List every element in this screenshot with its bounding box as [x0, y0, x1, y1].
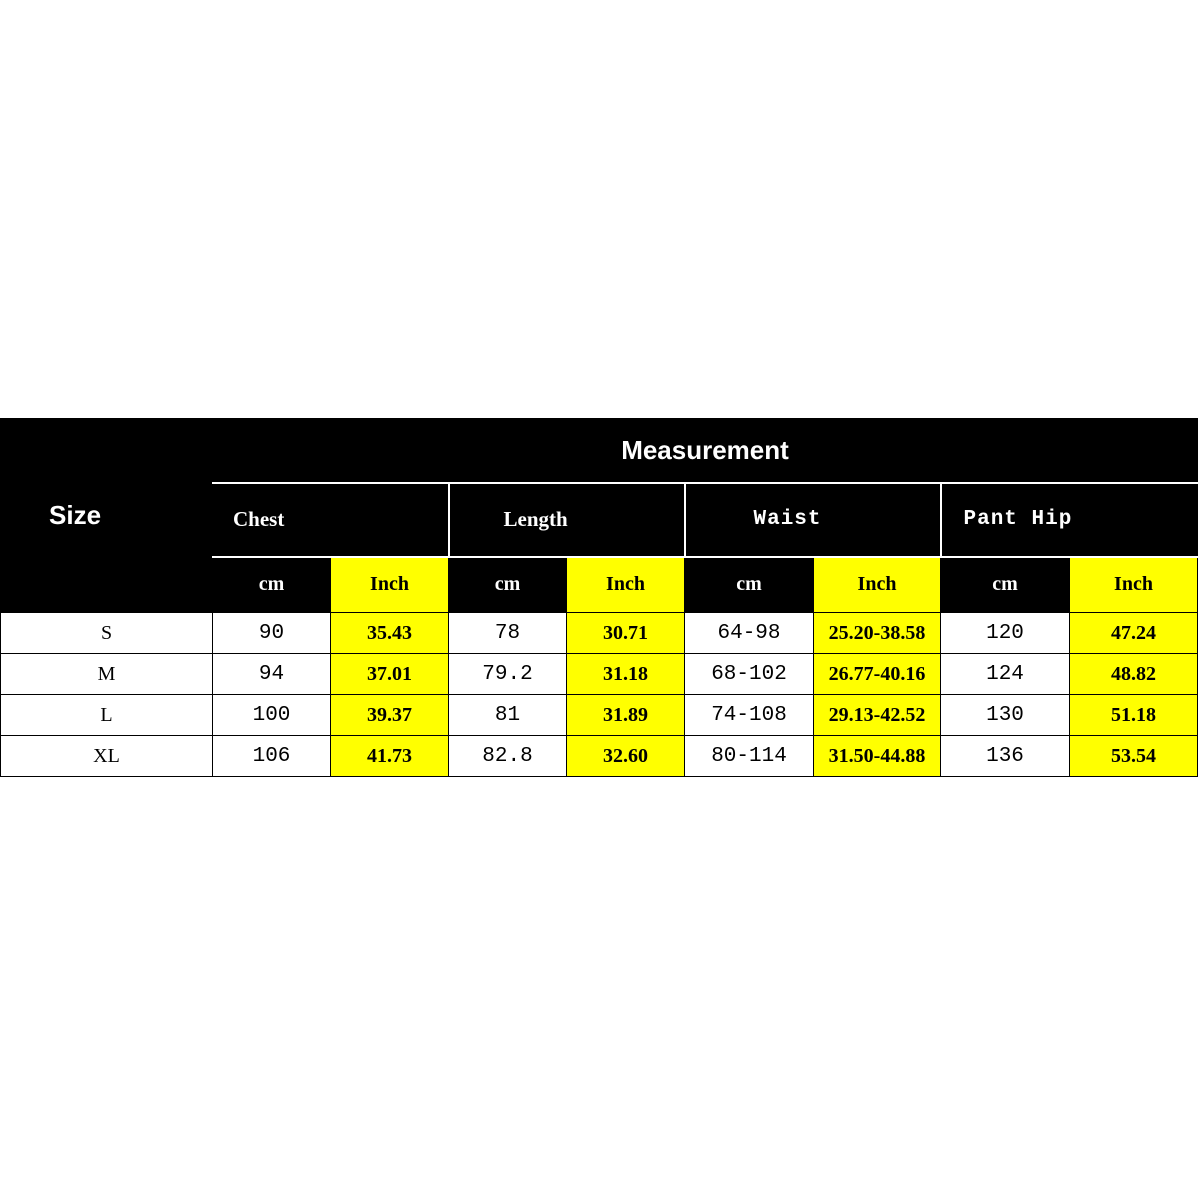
- hip-inch-header: Inch: [1070, 557, 1198, 613]
- size-chart-table: [0, 418, 1198, 777]
- length-header: Length: [449, 483, 685, 557]
- waist-inch-cell: 31.50-44.88: [814, 736, 941, 777]
- hip-inch-cell: 53.54: [1070, 736, 1198, 777]
- size-cell: L: [1, 695, 213, 736]
- size-cell: M: [1, 654, 213, 695]
- length-inch-cell: 31.18: [567, 654, 685, 695]
- waist-cm-cell: 64-98: [685, 613, 814, 654]
- length-inch-cell: 30.71: [567, 613, 685, 654]
- table-row: [1, 613, 1198, 654]
- hip-cm-cell: 136: [941, 736, 1070, 777]
- chest-cm-cell: 94: [213, 654, 331, 695]
- chest-inch-cell: 41.73: [331, 736, 449, 777]
- chest-cm-header: cm: [213, 557, 331, 613]
- hip-cm-cell: 124: [941, 654, 1070, 695]
- chest-cm-cell: 106: [213, 736, 331, 777]
- length-cm-cell: 78: [449, 613, 567, 654]
- hip-cm-header: cm: [941, 557, 1070, 613]
- waist-inch-cell: 29.13-42.52: [814, 695, 941, 736]
- hip-inch-cell: 48.82: [1070, 654, 1198, 695]
- length-inch-cell: 32.60: [567, 736, 685, 777]
- table-row: [1, 736, 1198, 777]
- chest-header: Chest: [213, 483, 449, 557]
- chest-inch-cell: 39.37: [331, 695, 449, 736]
- length-cm-cell: 79.2: [449, 654, 567, 695]
- length-cm-cell: 81: [449, 695, 567, 736]
- waist-inch-cell: 26.77-40.16: [814, 654, 941, 695]
- table-row: [1, 654, 1198, 695]
- length-inch-cell: 31.89: [567, 695, 685, 736]
- size-cell: S: [1, 613, 213, 654]
- waist-cm-cell: 68-102: [685, 654, 814, 695]
- chest-cm-cell: 90: [213, 613, 331, 654]
- pant-hip-header: Pant Hip: [941, 483, 1198, 557]
- length-inch-header: Inch: [567, 557, 685, 613]
- chest-inch-header: Inch: [331, 557, 449, 613]
- size-cell: XL: [1, 736, 213, 777]
- hip-cm-cell: 130: [941, 695, 1070, 736]
- size-header: Size: [1, 419, 213, 613]
- chest-cm-cell: 100: [213, 695, 331, 736]
- waist-cm-cell: 80-114: [685, 736, 814, 777]
- hip-inch-cell: 47.24: [1070, 613, 1198, 654]
- length-cm-cell: 82.8: [449, 736, 567, 777]
- waist-cm-header: cm: [685, 557, 814, 613]
- waist-inch-header: Inch: [814, 557, 941, 613]
- measurement-header: Measurement: [213, 419, 1198, 483]
- hip-cm-cell: 120: [941, 613, 1070, 654]
- table-row: [1, 695, 1198, 736]
- waist-cm-cell: 74-108: [685, 695, 814, 736]
- hip-inch-cell: 51.18: [1070, 695, 1198, 736]
- length-cm-header: cm: [449, 557, 567, 613]
- chest-inch-cell: 35.43: [331, 613, 449, 654]
- waist-header: Waist: [685, 483, 941, 557]
- chest-inch-cell: 37.01: [331, 654, 449, 695]
- waist-inch-cell: 25.20-38.58: [814, 613, 941, 654]
